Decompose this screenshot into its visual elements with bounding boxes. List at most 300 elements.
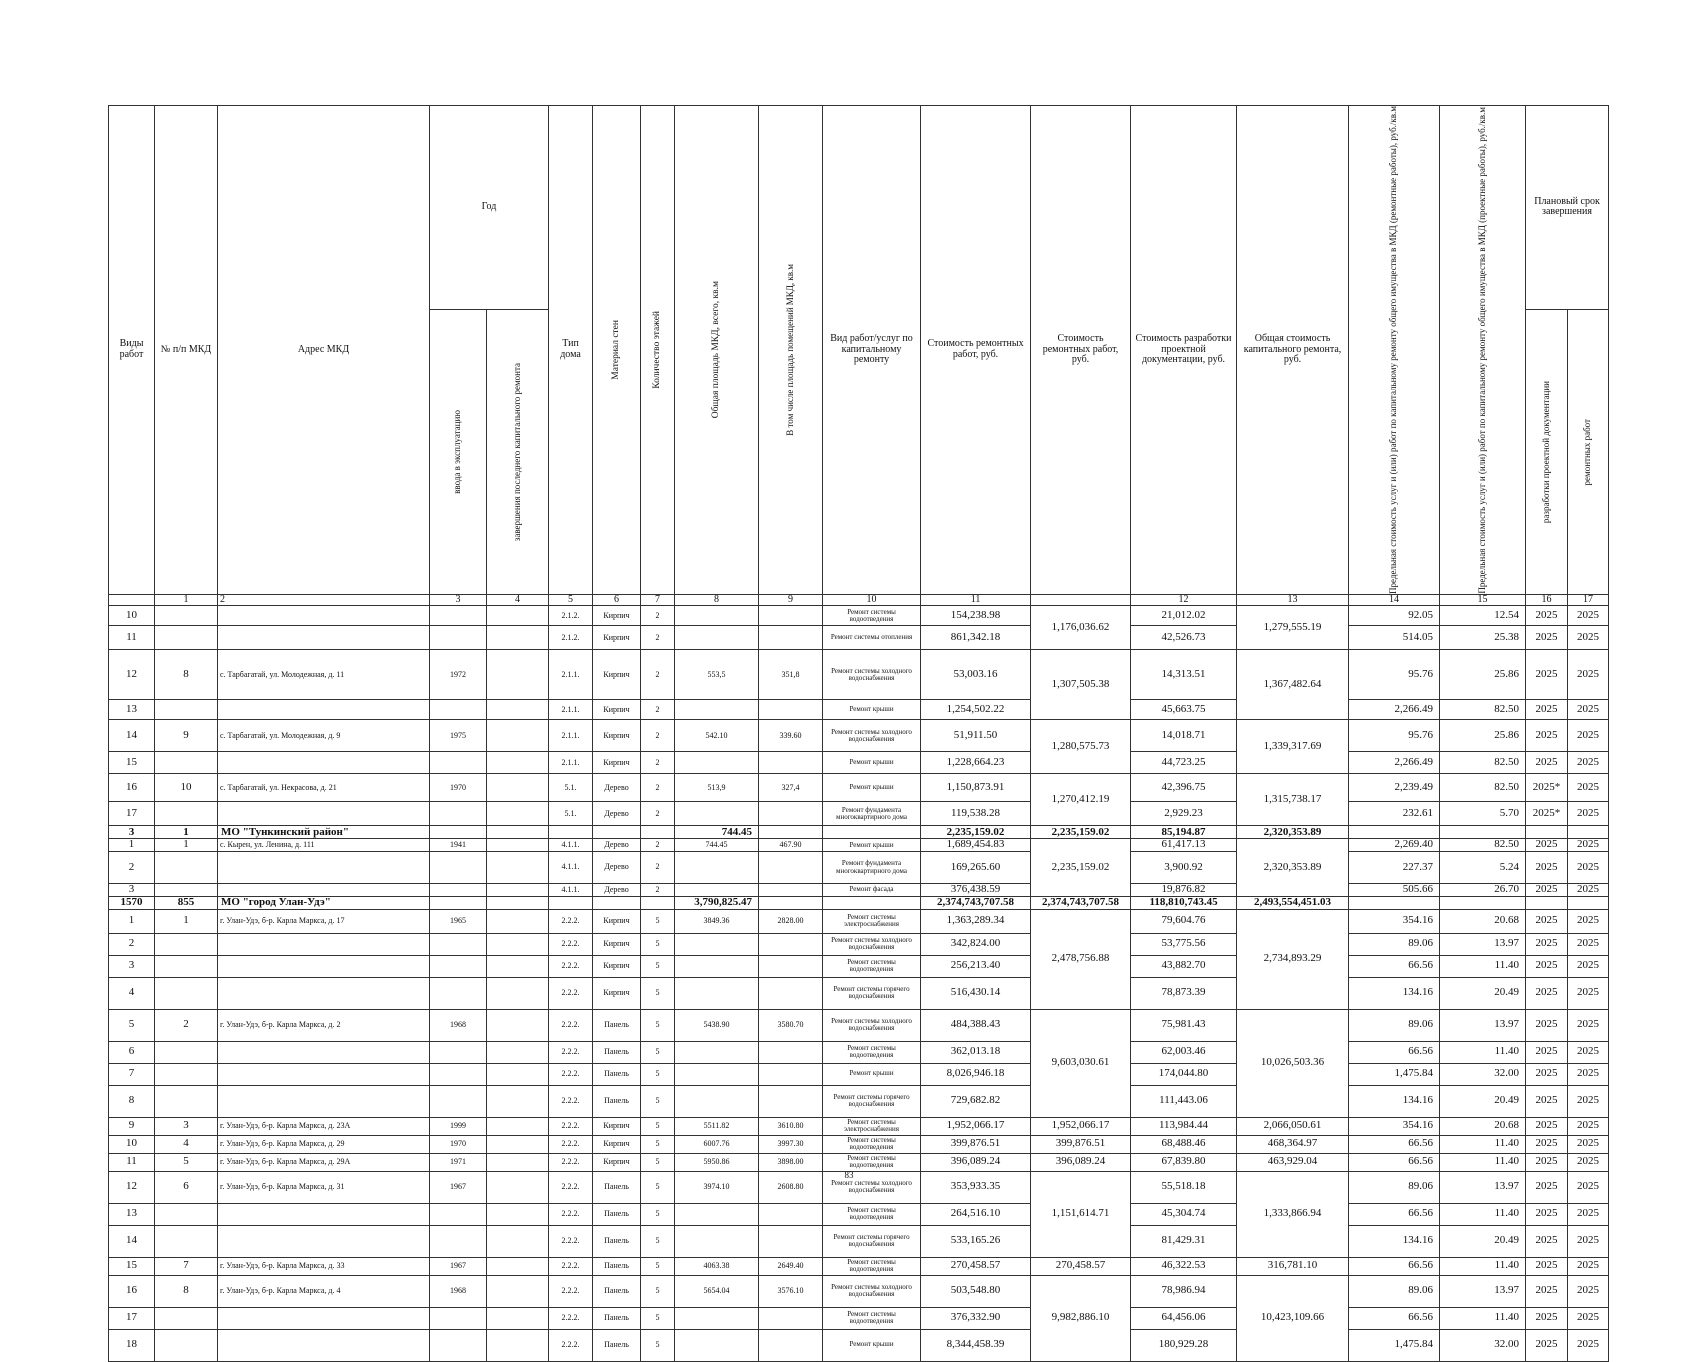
cell-predel-remont (1349, 826, 1440, 839)
table-row (109, 700, 1609, 720)
cell-proekt: 42,396.75 (1131, 774, 1237, 802)
cell-proekt: 85,194.87 (1131, 826, 1237, 839)
cell-ploshchad (675, 700, 759, 720)
header-adres: Адрес МКД (218, 106, 430, 595)
cell-stoimost: 1,254,502.22 (921, 700, 1031, 720)
table-row (109, 909, 1609, 933)
cell-vid-rabot: Ремонт крыши (823, 1329, 921, 1361)
cell-tip: 4.1.1. (549, 884, 593, 897)
cell-predel-proekt: 82.50 (1440, 774, 1526, 802)
cell-material: Кирпич (593, 977, 641, 1009)
cell-srok-proekt: 2025* (1526, 802, 1568, 826)
cell-ploshchad: 4063.38 (675, 1257, 759, 1275)
cell-vid-rabot: Ремонт системы водоотведения (823, 606, 921, 626)
cell-god-remonta (487, 826, 549, 839)
cell-proekt: 180,929.28 (1131, 1329, 1237, 1361)
cell-etazhi: 5 (641, 1153, 675, 1171)
header-predel-2: Предельная стоимость услуг и (или) работ по капитальному ремонту общего имущества в МКД (проектные работы), руб./кв.м (1476, 106, 1487, 594)
cell-vid-rabot: Ремонт системы электроснабжения (823, 909, 921, 933)
cell-material: Панель (593, 1063, 641, 1085)
cell-pomeshcheniya: 3576.10 (759, 1275, 823, 1307)
cell-nomer (155, 977, 218, 1009)
cell-proekt: 75,981.43 (1131, 1009, 1237, 1041)
cell-tip: 2.2.2. (549, 1203, 593, 1225)
cell-material: Панель (593, 1225, 641, 1257)
cell-proekt: 53,775.56 (1131, 933, 1237, 955)
cell-material: Дерево (593, 852, 641, 884)
cell-srok-remont (1568, 896, 1609, 909)
cell-god-vvoda: 1967 (430, 1257, 487, 1275)
header-god: Год (430, 106, 549, 310)
cell-nomer: 6 (155, 1171, 218, 1203)
cell-srok-proekt: 2025 (1526, 752, 1568, 774)
header-srok: Плановый срок завершения (1526, 106, 1609, 310)
cell-srok-proekt: 2025 (1526, 1117, 1568, 1135)
cell-pomeshcheniya (759, 896, 823, 909)
cell-pomeshcheniya: 3580.70 (759, 1009, 823, 1041)
cell-vid-rabot (823, 826, 921, 839)
cell-predel-proekt: 25.86 (1440, 720, 1526, 752)
cell-god-remonta (487, 1329, 549, 1361)
cell-material: Панель (593, 1171, 641, 1203)
cell-srok-remont: 2025 (1568, 933, 1609, 955)
cell-tip: 5.1. (549, 774, 593, 802)
table-row (109, 1307, 1609, 1329)
cell-ploshchad (675, 1329, 759, 1361)
cell-srok-proekt: 2025 (1526, 955, 1568, 977)
cell-tip: 4.1.1. (549, 839, 593, 852)
cell-proekt: 78,873.39 (1131, 977, 1237, 1009)
cell-predel-remont: 66.56 (1349, 1307, 1440, 1329)
cell-pomeshcheniya: 3898.00 (759, 1153, 823, 1171)
cell-material: Кирпич (593, 955, 641, 977)
cell-god-vvoda (430, 752, 487, 774)
cell-srok-proekt: 2025 (1526, 839, 1568, 852)
cell-predel-proekt: 11.40 (1440, 955, 1526, 977)
cell-pomeshcheniya (759, 852, 823, 884)
cell-srok-proekt: 2025 (1526, 909, 1568, 933)
cell-proekt: 81,429.31 (1131, 1225, 1237, 1257)
cell-adres (218, 1041, 430, 1063)
cell-predel-remont: 514.05 (1349, 626, 1440, 650)
cell-tip: 2.2.2. (549, 1153, 593, 1171)
cell-ploshchad: 744.45 (675, 839, 759, 852)
cell-srok-proekt: 2025 (1526, 1063, 1568, 1085)
cell-obshchaya: 2,320,353.89 (1237, 839, 1349, 896)
cell-adres (218, 606, 430, 626)
cell-srok-remont (1568, 826, 1609, 839)
cell-etazhi: 5 (641, 1063, 675, 1085)
cell-god-remonta (487, 802, 549, 826)
cell-adres (218, 752, 430, 774)
cell-tip: 2.2.2. (549, 1329, 593, 1361)
cell-stoimost-itogo: 399,876.51 (1031, 1135, 1131, 1153)
group-row (109, 896, 1609, 909)
cell-srok-remont: 2025 (1568, 1329, 1609, 1361)
cell-stoimost: 154,238.98 (921, 606, 1031, 626)
cell-god-vvoda: 1999 (430, 1117, 487, 1135)
cell-vid-rabot: Ремонт фасада (823, 884, 921, 897)
cell-god-vvoda (430, 802, 487, 826)
column-number: 8 (675, 594, 759, 606)
cell-pomeshcheniya: 351,8 (759, 650, 823, 700)
cell-adres: г. Улан-Удэ, б-р. Карла Маркса, д. 33 (218, 1257, 430, 1275)
cell-predel-remont: 354.16 (1349, 909, 1440, 933)
cell-vid: 11 (109, 1153, 155, 1171)
cell-proekt: 55,518.18 (1131, 1171, 1237, 1203)
cell-pomeshcheniya (759, 700, 823, 720)
cell-proekt: 78,986.94 (1131, 1275, 1237, 1307)
cell-adres (218, 884, 430, 897)
header-stoimost-1: Стоимость ремонтных работ, руб. (921, 106, 1031, 595)
cell-vid: 18 (109, 1329, 155, 1361)
cell-stoimost-itogo: 2,235,159.02 (1031, 826, 1131, 839)
cell-vid: 3 (109, 826, 155, 839)
cell-proekt: 45,663.75 (1131, 700, 1237, 720)
cell-tip: 2.1.2. (549, 606, 593, 626)
cell-srok-remont: 2025 (1568, 1041, 1609, 1063)
cell-god-vvoda (430, 1041, 487, 1063)
cell-nomer: 855 (155, 896, 218, 909)
cell-vid: 10 (109, 1135, 155, 1153)
cell-stoimost: 1,228,664.23 (921, 752, 1031, 774)
cell-stoimost: 362,013.18 (921, 1041, 1031, 1063)
cell-predel-remont: 134.16 (1349, 977, 1440, 1009)
cell-god-vvoda (430, 955, 487, 977)
cell-stoimost: 516,430.14 (921, 977, 1031, 1009)
cell-god-vvoda (430, 933, 487, 955)
cell-stoimost: 353,933.35 (921, 1171, 1031, 1203)
cell-god-remonta (487, 650, 549, 700)
cell-srok-proekt: 2025 (1526, 700, 1568, 720)
cell-vid-rabot: Ремонт системы электроснабжения (823, 1117, 921, 1135)
cell-srok-proekt: 2025 (1526, 1225, 1568, 1257)
cell-obshchaya: 468,364.97 (1237, 1135, 1349, 1153)
cell-predel-remont: 66.56 (1349, 1203, 1440, 1225)
cell-tip (549, 826, 593, 839)
cell-predel-remont: 2,269.40 (1349, 839, 1440, 852)
cell-stoimost-itogo: 1,307,505.38 (1031, 650, 1131, 720)
cell-stoimost-itogo: 270,458.57 (1031, 1257, 1131, 1275)
cell-god-vvoda (430, 852, 487, 884)
cell-etazhi: 5 (641, 1117, 675, 1135)
cell-vid-rabot: Ремонт системы водоотведения (823, 1135, 921, 1153)
cell-material: Панель (593, 1203, 641, 1225)
table-row (109, 650, 1609, 700)
cell-god-remonta (487, 1135, 549, 1153)
table-row (109, 1135, 1609, 1153)
cell-nomer: 3 (155, 1117, 218, 1135)
cell-god-remonta (487, 1117, 549, 1135)
cell-proekt: 3,900.92 (1131, 852, 1237, 884)
cell-adres (218, 626, 430, 650)
cell-srok-proekt: 2025 (1526, 977, 1568, 1009)
cell-proekt: 118,810,743.45 (1131, 896, 1237, 909)
cell-ploshchad: 5511.82 (675, 1117, 759, 1135)
cell-tip: 5.1. (549, 802, 593, 826)
cell-tip: 2.2.2. (549, 1171, 593, 1203)
cell-god-remonta (487, 606, 549, 626)
cell-predel-remont: 95.76 (1349, 720, 1440, 752)
cell-etazhi: 2 (641, 839, 675, 852)
cell-ploshchad: 3849.36 (675, 909, 759, 933)
cell-god-remonta (487, 1203, 549, 1225)
table-row (109, 852, 1609, 884)
cell-tip: 2.1.1. (549, 700, 593, 720)
cell-pomeshcheniya (759, 1063, 823, 1085)
table-row (109, 1009, 1609, 1041)
cell-stoimost: 376,332.90 (921, 1307, 1031, 1329)
cell-srok-remont: 2025 (1568, 752, 1609, 774)
cell-nomer (155, 884, 218, 897)
cell-nomer: 5 (155, 1153, 218, 1171)
cell-god-vvoda: 1968 (430, 1009, 487, 1041)
cell-god-vvoda (430, 1225, 487, 1257)
cell-predel-proekt: 13.97 (1440, 1009, 1526, 1041)
cell-etazhi: 2 (641, 650, 675, 700)
cell-stoimost: 1,150,873.91 (921, 774, 1031, 802)
cell-stoimost: 119,538.28 (921, 802, 1031, 826)
cell-pomeshcheniya: 2828.00 (759, 909, 823, 933)
cell-proekt: 174,044.80 (1131, 1063, 1237, 1085)
cell-ploshchad: 3974.10 (675, 1171, 759, 1203)
cell-etazhi: 2 (641, 802, 675, 826)
table-row (109, 1153, 1609, 1171)
cell-stoimost: 2,374,743,707.58 (921, 896, 1031, 909)
cell-etazhi: 5 (641, 933, 675, 955)
cell-material: Панель (593, 1275, 641, 1307)
cell-god-remonta (487, 1275, 549, 1307)
cell-pomeshcheniya (759, 1203, 823, 1225)
cell-stoimost-itogo: 1,151,614.71 (1031, 1171, 1131, 1257)
cell-adres (218, 955, 430, 977)
cell-vid-rabot: Ремонт системы водоотведения (823, 1307, 921, 1329)
cell-material: Кирпич (593, 1135, 641, 1153)
cell-predel-proekt: 11.40 (1440, 1041, 1526, 1063)
cell-srok-remont: 2025 (1568, 650, 1609, 700)
cell-srok-remont: 2025 (1568, 1275, 1609, 1307)
cell-tip: 2.2.2. (549, 1307, 593, 1329)
cell-predel-remont: 66.56 (1349, 1135, 1440, 1153)
cell-predel-proekt (1440, 896, 1526, 909)
cell-srok-proekt: 2025 (1526, 1275, 1568, 1307)
cell-vid: 7 (109, 1063, 155, 1085)
cell-adres: г. Улан-Удэ, б-р. Карла Маркса, д. 23А (218, 1117, 430, 1135)
cell-material: Кирпич (593, 933, 641, 955)
header-srok-proekt: разработки проектной документации (1540, 380, 1551, 523)
cell-predel-proekt: 5.24 (1440, 852, 1526, 884)
cell-vid: 10 (109, 606, 155, 626)
cell-god-remonta (487, 1009, 549, 1041)
cell-proekt: 61,417.13 (1131, 839, 1237, 852)
header-material: Материал стен (610, 320, 621, 380)
column-number: 16 (1526, 594, 1568, 606)
cell-god-vvoda (430, 1329, 487, 1361)
cell-material: Дерево (593, 839, 641, 852)
cell-god-vvoda: 1965 (430, 909, 487, 933)
table-row (109, 752, 1609, 774)
cell-etazhi: 5 (641, 1203, 675, 1225)
cell-etazhi: 2 (641, 720, 675, 752)
cell-etazhi: 2 (641, 884, 675, 897)
cell-nomer: 4 (155, 1135, 218, 1153)
table-row (109, 884, 1609, 897)
cell-god-remonta (487, 1307, 549, 1329)
cell-vid: 13 (109, 1203, 155, 1225)
cell-material: Кирпич (593, 1117, 641, 1135)
cell-adres: с. Тарбагатай, ул. Молодежная, д. 9 (218, 720, 430, 752)
cell-material: Кирпич (593, 752, 641, 774)
cell-stoimost: 396,089.24 (921, 1153, 1031, 1171)
cell-srok-proekt: 2025* (1526, 774, 1568, 802)
cell-obshchaya: 2,066,050.61 (1237, 1117, 1349, 1135)
cell-ploshchad (675, 1041, 759, 1063)
table-row (109, 1085, 1609, 1117)
cell-predel-proekt: 32.00 (1440, 1329, 1526, 1361)
cell-proekt: 44,723.25 (1131, 752, 1237, 774)
cell-predel-proekt (1440, 826, 1526, 839)
cell-predel-remont: 1,475.84 (1349, 1329, 1440, 1361)
cell-tip: 2.2.2. (549, 977, 593, 1009)
column-number: 11 (921, 594, 1031, 606)
cell-ploshchad: 5654.04 (675, 1275, 759, 1307)
cell-stoimost-itogo: 2,374,743,707.58 (1031, 896, 1131, 909)
cell-vid-rabot: Ремонт системы водоотведения (823, 1203, 921, 1225)
cell-tip: 2.1.1. (549, 752, 593, 774)
cell-srok-proekt: 2025 (1526, 606, 1568, 626)
cell-adres (218, 977, 430, 1009)
cell-etazhi: 2 (641, 626, 675, 650)
header-stoimost-2: Стоимость ремонтных работ, руб. (1031, 106, 1131, 595)
cell-nomer: 8 (155, 650, 218, 700)
table-body (109, 606, 1609, 1361)
cell-srok-remont: 2025 (1568, 802, 1609, 826)
cell-proekt: 113,984.44 (1131, 1117, 1237, 1135)
cell-predel-proekt: 11.40 (1440, 1153, 1526, 1171)
cell-srok-remont: 2025 (1568, 839, 1609, 852)
cell-srok-remont: 2025 (1568, 977, 1609, 1009)
cell-vid: 12 (109, 650, 155, 700)
cell-vid: 15 (109, 752, 155, 774)
cell-vid: 17 (109, 802, 155, 826)
cell-stoimost-itogo: 9,603,030.61 (1031, 1009, 1131, 1117)
cell-pomeshcheniya: 3610.80 (759, 1117, 823, 1135)
cell-predel-proekt: 25.38 (1440, 626, 1526, 650)
cell-adres (218, 933, 430, 955)
cell-god-remonta (487, 752, 549, 774)
cell-predel-proekt: 20.49 (1440, 1085, 1526, 1117)
cell-proekt: 64,456.06 (1131, 1307, 1237, 1329)
cell-tip: 2.1.1. (549, 650, 593, 700)
cell-vid: 17 (109, 1307, 155, 1329)
cell-adres: МО "город Улан-Удэ" (218, 896, 430, 909)
cell-material (593, 826, 641, 839)
cell-pomeshcheniya: 339.60 (759, 720, 823, 752)
column-number (109, 594, 155, 606)
cell-etazhi: 5 (641, 1009, 675, 1041)
cell-stoimost: 2,235,159.02 (921, 826, 1031, 839)
cell-material: Кирпич (593, 720, 641, 752)
cell-nomer: 8 (155, 1275, 218, 1307)
cell-stoimost: 484,388.43 (921, 1009, 1031, 1041)
cell-stoimost: 399,876.51 (921, 1135, 1031, 1153)
cell-adres (218, 852, 430, 884)
cell-tip: 2.1.2. (549, 626, 593, 650)
cell-predel-remont: 92.05 (1349, 606, 1440, 626)
table-row (109, 802, 1609, 826)
cell-etazhi: 5 (641, 1257, 675, 1275)
table-row (109, 1203, 1609, 1225)
cell-tip: 2.2.2. (549, 1135, 593, 1153)
cell-stoimost: 729,682.82 (921, 1085, 1031, 1117)
cell-vid-rabot: Ремонт системы холодного водоснабжения (823, 1171, 921, 1203)
cell-srok-remont: 2025 (1568, 700, 1609, 720)
cell-god-vvoda (430, 1063, 487, 1085)
cell-pomeshcheniya: 467.90 (759, 839, 823, 852)
cell-srok-remont: 2025 (1568, 1225, 1609, 1257)
cell-stoimost: 533,165.26 (921, 1225, 1031, 1257)
cell-srok-proekt: 2025 (1526, 626, 1568, 650)
cell-material: Панель (593, 1085, 641, 1117)
cell-god-remonta (487, 896, 549, 909)
cell-stoimost: 270,458.57 (921, 1257, 1031, 1275)
cell-adres: г. Улан-Удэ, б-р. Карла Маркса, д. 17 (218, 909, 430, 933)
table-row (109, 1041, 1609, 1063)
cell-vid: 12 (109, 1171, 155, 1203)
cell-ploshchad: 5438.90 (675, 1009, 759, 1041)
cell-predel-remont: 134.16 (1349, 1085, 1440, 1117)
cell-vid: 16 (109, 774, 155, 802)
cell-srok-proekt: 2025 (1526, 1153, 1568, 1171)
cell-stoimost: 861,342.18 (921, 626, 1031, 650)
cell-predel-proekt: 20.68 (1440, 909, 1526, 933)
cell-adres (218, 1063, 430, 1085)
cell-ploshchad (675, 933, 759, 955)
cell-pomeshcheniya (759, 933, 823, 955)
cell-ploshchad (675, 1307, 759, 1329)
cell-ploshchad: 744.45 (675, 826, 759, 839)
cell-nomer (155, 955, 218, 977)
cell-vid: 4 (109, 977, 155, 1009)
cell-god-remonta (487, 1063, 549, 1085)
cell-nomer: 10 (155, 774, 218, 802)
cell-god-vvoda: 1941 (430, 839, 487, 852)
cell-ploshchad (675, 884, 759, 897)
cell-predel-remont: 66.56 (1349, 1257, 1440, 1275)
cell-srok-remont: 2025 (1568, 1009, 1609, 1041)
cell-vid-rabot: Ремонт системы холодного водоснабжения (823, 1009, 921, 1041)
cell-adres: г. Улан-Удэ, б-р. Карла Маркса, д. 29А (218, 1153, 430, 1171)
header-nomer: № п/п МКД (155, 106, 218, 595)
table-row (109, 1063, 1609, 1085)
cell-srok-remont: 2025 (1568, 1063, 1609, 1085)
cell-material: Кирпич (593, 606, 641, 626)
table-row (109, 720, 1609, 752)
cell-srok-remont: 2025 (1568, 774, 1609, 802)
cell-nomer (155, 1203, 218, 1225)
cell-vid-rabot: Ремонт крыши (823, 1063, 921, 1085)
cell-predel-proekt: 11.40 (1440, 1307, 1526, 1329)
cell-stoimost: 53,003.16 (921, 650, 1031, 700)
cell-proekt: 14,018.71 (1131, 720, 1237, 752)
cell-adres (218, 1307, 430, 1329)
cell-predel-remont: 89.06 (1349, 1275, 1440, 1307)
cell-vid-rabot: Ремонт фундамента многоквартирного дома (823, 802, 921, 826)
cell-adres: с. Тарбагатай, ул. Некрасова, д. 21 (218, 774, 430, 802)
cell-predel-remont: 89.06 (1349, 1171, 1440, 1203)
cell-ploshchad: 3,790,825.47 (675, 896, 759, 909)
cell-vid: 3 (109, 884, 155, 897)
